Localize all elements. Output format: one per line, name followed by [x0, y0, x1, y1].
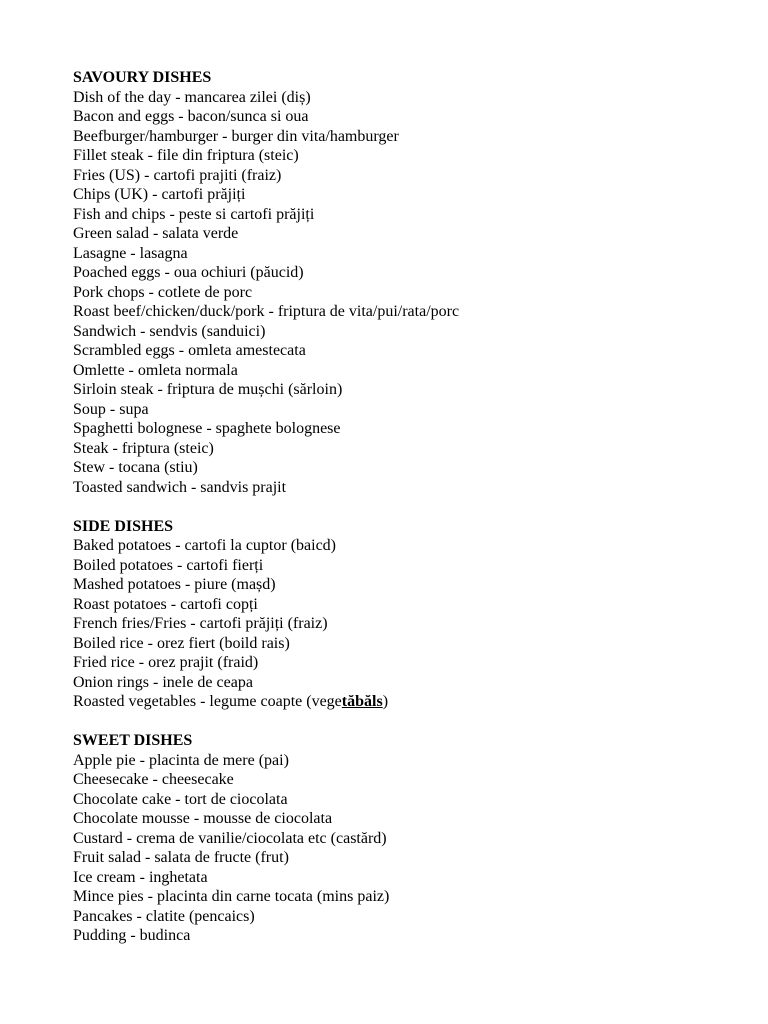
list-item: Mashed potatoes - piure (mașd)	[73, 576, 276, 593]
list-item: Fruit salad - salata de fructe (frut)	[73, 849, 289, 866]
section-heading: SIDE DISHES	[73, 517, 174, 535]
list-item: Roast potatoes - cartofi copți	[73, 595, 258, 613]
list-item: Fillet steak - file din friptura (steic)	[73, 147, 299, 164]
list-item: French fries/Fries - cartofi prăjiți (fraiz)	[73, 615, 328, 632]
list-item: Cheesecake - cheesecake	[73, 771, 234, 788]
list-item: Dish of the day - mancarea zilei (diș)	[73, 88, 311, 106]
list-item: Fish and chips - peste si cartofi prăjiți	[73, 205, 315, 223]
section-heading: SAVOURY DISHES	[73, 69, 212, 86]
list-item: Ice cream - inghetata	[73, 868, 208, 886]
list-item: Scrambled eggs - omleta amestecata	[73, 342, 306, 359]
list-item: Boiled potatoes - cartofi fierți	[73, 556, 264, 574]
list-item: Green salad - salata verde	[73, 225, 239, 242]
list-item: Stew - tocana (stiu)	[73, 459, 198, 476]
emphasized-text: tăbăls	[341, 693, 383, 710]
list-item: Roast beef/chicken/duck/pork - friptura de vita/pui/rata/porc	[73, 303, 460, 320]
section-heading: SWEET DISHES	[73, 732, 193, 749]
list-item: Chips (UK) - cartofi prăjiți	[73, 186, 246, 203]
list-item: Poached eggs - oua ochiuri (păucid)	[73, 264, 304, 281]
list-item: Soup - supa	[73, 400, 149, 418]
list-item: Pancakes - clatite (pencaics)	[73, 907, 255, 925]
list-item: Apple pie - placinta de mere (pai)	[73, 751, 289, 769]
text-segment: )	[382, 693, 389, 710]
list-item: Omlette - omleta normala	[73, 361, 238, 379]
text-segment: Roasted vegetables - legume coapte (vege	[73, 693, 342, 710]
list-item: Sandwich - sendvis (sanduici)	[73, 322, 266, 340]
list-item: Chocolate mousse - mousse de ciocolata	[73, 810, 333, 827]
list-item: Boiled rice - orez fiert (boild rais)	[73, 634, 290, 652]
list-item: Toasted sandwich - sandvis prajit	[73, 478, 287, 496]
list-item: Lasagne - lasagna	[73, 244, 188, 262]
list-item: Baked potatoes - cartofi la cuptor (baicd)	[73, 537, 336, 554]
list-item-roasted-vegetables	[73, 692, 753, 712]
document-page	[73, 68, 753, 946]
list-item: Chocolate cake - tort de ciocolata	[73, 790, 288, 808]
list-item: Sirloin steak - friptura de mușchi (sărloin)	[73, 381, 343, 398]
list-item: Onion rings - inele de ceapa	[73, 673, 253, 691]
section-sweet-dishes	[73, 731, 753, 946]
list-item: Steak - friptura (steic)	[73, 439, 214, 457]
section-side-dishes	[73, 517, 753, 712]
list-item: Fried rice - orez prajit (fraid)	[73, 654, 259, 671]
list-item: Custard - crema de vanilie/ciocolata etc (castărd)	[73, 829, 387, 847]
list-item: Beefburger/hamburger - burger din vita/hamburger	[73, 127, 399, 145]
list-item: Pork chops - cotlete de porc	[73, 283, 253, 301]
list-item: Pudding - budinca	[73, 927, 191, 944]
list-item: Bacon and eggs - bacon/sunca si oua	[73, 108, 309, 125]
list-item: Spaghetti bolognese - spaghete bolognese	[73, 420, 341, 437]
list-item: Fries (US) - cartofi prajiti (fraiz)	[73, 166, 282, 184]
list-item: Mince pies - placinta din carne tocata (mins paiz)	[73, 888, 390, 905]
section-savoury-dishes	[73, 68, 753, 497]
